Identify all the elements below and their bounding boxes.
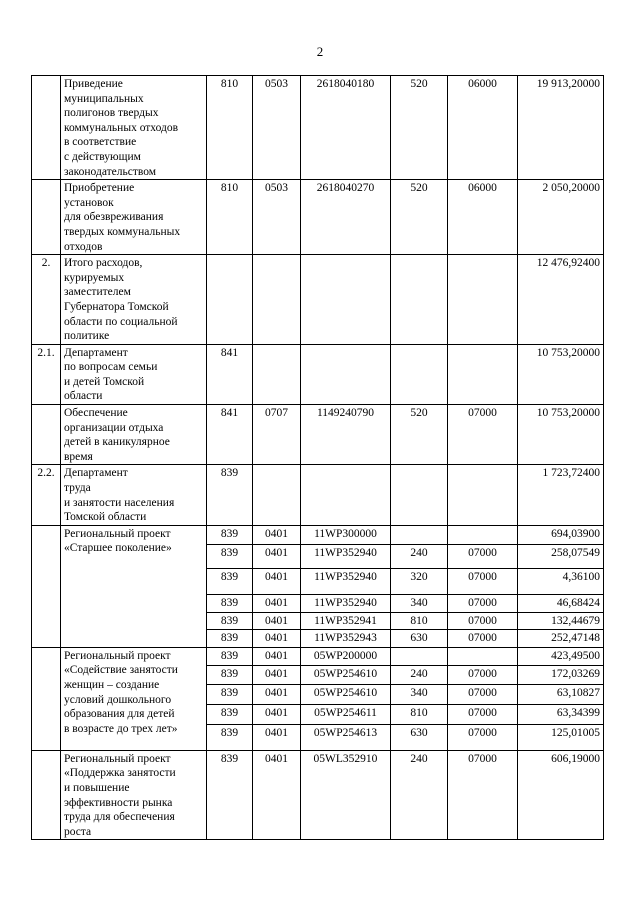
cell-sum: 2 050,20000	[518, 180, 604, 255]
name-line: законодательством	[64, 165, 157, 178]
name-line: области по социальной	[64, 315, 178, 328]
cell-rzpr: 0401	[253, 629, 301, 647]
cell-sum: 258,07549	[518, 544, 604, 568]
name-line: с действующим	[64, 150, 141, 163]
cell-grbs: 841	[207, 344, 253, 404]
cell-sum: 606,19000	[518, 750, 604, 840]
name-line: Региональный проект	[64, 527, 171, 540]
cell-grbs: 810	[207, 76, 253, 180]
cell-csr	[301, 255, 391, 345]
cell-rzpr: 0401	[253, 665, 301, 684]
cell-sum: 63,34399	[518, 704, 604, 724]
name-line: Приведение	[64, 78, 123, 90]
table-row	[32, 750, 604, 840]
name-line: коммунальных отходов	[64, 121, 179, 134]
name-line: политике	[64, 330, 110, 343]
cell-vr: 340	[391, 684, 448, 704]
cell-vr: 520	[391, 180, 448, 255]
name-line: курируемых	[64, 271, 125, 284]
cell-rzpr: 0503	[253, 76, 301, 180]
cell-kosgu: 07000	[448, 629, 518, 647]
cell-kosgu: 07000	[448, 704, 518, 724]
cell-grbs: 839	[207, 704, 253, 724]
cell-vr: 630	[391, 629, 448, 647]
cell-number	[32, 405, 61, 465]
table-row	[32, 255, 604, 345]
name-line: Региональный проект	[64, 752, 171, 765]
name-line: в соответствие	[64, 136, 137, 149]
cell-grbs: 839	[207, 544, 253, 568]
cell-grbs: 839	[207, 465, 253, 525]
name-line: «Содействие занятости	[64, 664, 178, 677]
cell-csr: 2618040270	[301, 180, 391, 255]
table-row	[32, 405, 604, 465]
cell-kosgu: 07000	[448, 405, 518, 465]
cell-rzpr: 0401	[253, 525, 301, 544]
cell-rzpr	[253, 255, 301, 345]
cell-csr: 11WP352943	[301, 629, 391, 647]
cell-kosgu: 06000	[448, 180, 518, 255]
name-line: твердых коммунальных	[64, 225, 181, 238]
cell-vr: 240	[391, 544, 448, 568]
cell-vr	[391, 344, 448, 404]
name-line: Департамент	[64, 346, 128, 359]
cell-csr: 2618040180	[301, 76, 391, 180]
name-line: женщин – создание	[64, 679, 160, 691]
name-line: полигонов твердых	[64, 107, 159, 120]
cell-grbs: 839	[207, 665, 253, 684]
name-line: заместителем	[64, 286, 131, 299]
cell-sum: 125,01005	[518, 724, 604, 750]
name-line: организации отдыха	[64, 421, 164, 434]
cell-name	[61, 180, 207, 255]
cell-kosgu: 07000	[448, 724, 518, 750]
cell-grbs: 839	[207, 647, 253, 665]
cell-rzpr: 0707	[253, 405, 301, 465]
cell-rzpr: 0401	[253, 544, 301, 568]
cell-csr: 05WL352910	[301, 750, 391, 840]
cell-sum: 1 723,72400	[518, 465, 604, 525]
cell-grbs: 810	[207, 180, 253, 255]
name-line: труда для обеспечения	[64, 811, 175, 824]
cell-sum: 12 476,92400	[518, 255, 604, 345]
cell-kosgu	[448, 525, 518, 544]
name-line: время	[64, 450, 93, 463]
table-row	[32, 76, 604, 180]
cell-csr: 11WP352940	[301, 544, 391, 568]
name-line: Обеспечение	[64, 407, 128, 420]
cell-csr: 11WP352941	[301, 612, 391, 629]
cell-grbs: 839	[207, 750, 253, 840]
name-line: и детей Томской	[64, 375, 145, 388]
cell-sum: 63,10827	[518, 684, 604, 704]
cell-vr: 630	[391, 724, 448, 750]
name-line: детей в каникулярное	[64, 436, 170, 449]
cell-csr: 05WP200000	[301, 647, 391, 665]
cell-sum: 252,47148	[518, 629, 604, 647]
name-line: в возрасте до трех лет»	[64, 722, 178, 735]
cell-vr	[391, 647, 448, 665]
cell-sum: 423,49500	[518, 647, 604, 665]
cell-number: 2.	[32, 255, 61, 345]
cell-rzpr	[253, 344, 301, 404]
cell-csr: 05WP254610	[301, 665, 391, 684]
cell-kosgu: 07000	[448, 665, 518, 684]
page-number: 2	[316, 44, 324, 59]
cell-csr: 05WP254611	[301, 704, 391, 724]
cell-kosgu: 07000	[448, 750, 518, 840]
cell-kosgu: 07000	[448, 684, 518, 704]
cell-grbs: 839	[207, 629, 253, 647]
cell-grbs: 839	[207, 568, 253, 594]
table-row	[32, 525, 604, 544]
cell-csr	[301, 344, 391, 404]
cell-number	[32, 525, 61, 647]
cell-kosgu	[448, 465, 518, 525]
cell-sum: 10 753,20000	[518, 405, 604, 465]
cell-csr: 05WP254613	[301, 724, 391, 750]
cell-csr: 1149240790	[301, 405, 391, 465]
cell-kosgu	[448, 344, 518, 404]
cell-vr	[391, 465, 448, 525]
cell-number	[32, 750, 61, 840]
name-line: и повышение	[64, 782, 130, 794]
cell-sum: 694,03900	[518, 525, 604, 544]
cell-grbs: 839	[207, 612, 253, 629]
table-row	[32, 344, 604, 404]
cell-number: 2.1.	[32, 344, 61, 404]
cell-grbs: 839	[207, 724, 253, 750]
name-line: Томской области	[64, 511, 147, 524]
cell-kosgu: 07000	[448, 544, 518, 568]
cell-sum: 46,68424	[518, 594, 604, 612]
cell-rzpr: 0401	[253, 594, 301, 612]
cell-rzpr: 0401	[253, 568, 301, 594]
cell-name	[61, 525, 207, 647]
cell-grbs: 841	[207, 405, 253, 465]
cell-vr: 520	[391, 76, 448, 180]
cell-sum: 172,03269	[518, 665, 604, 684]
name-line: Департамент	[64, 467, 128, 480]
name-line: установок	[64, 196, 114, 209]
cell-kosgu: 07000	[448, 568, 518, 594]
cell-vr: 810	[391, 704, 448, 724]
cell-number	[32, 76, 61, 180]
cell-csr: 05WP254610	[301, 684, 391, 704]
cell-rzpr: 0401	[253, 684, 301, 704]
cell-name	[61, 405, 207, 465]
cell-sum: 4,36100	[518, 568, 604, 594]
cell-vr: 810	[391, 612, 448, 629]
cell-vr: 520	[391, 405, 448, 465]
name-line: Губернатора Томской	[64, 300, 169, 313]
cell-csr	[301, 465, 391, 525]
cell-vr: 240	[391, 665, 448, 684]
cell-rzpr: 0401	[253, 647, 301, 665]
cell-vr: 320	[391, 568, 448, 594]
name-line: условий дошкольного	[64, 693, 172, 706]
name-line: Итого расходов,	[64, 257, 143, 270]
cell-number	[32, 180, 61, 255]
cell-name	[61, 344, 207, 404]
cell-kosgu: 06000	[448, 76, 518, 180]
cell-rzpr: 0401	[253, 704, 301, 724]
cell-vr	[391, 525, 448, 544]
name-line: отходов	[64, 240, 103, 253]
cell-kosgu	[448, 255, 518, 345]
cell-name	[61, 750, 207, 840]
cell-sum: 10 753,20000	[518, 344, 604, 404]
budget-table	[31, 75, 604, 840]
cell-grbs: 839	[207, 684, 253, 704]
cell-name	[61, 465, 207, 525]
cell-rzpr: 0401	[253, 750, 301, 840]
name-line: для обезвреживания	[64, 211, 164, 224]
cell-number	[32, 647, 61, 750]
name-line: «Старшее поколение»	[64, 542, 172, 555]
name-line: образования для детей	[64, 708, 175, 721]
cell-rzpr: 0503	[253, 180, 301, 255]
cell-number: 2.2.	[32, 465, 61, 525]
cell-csr: 11WP352940	[301, 594, 391, 612]
cell-name	[61, 255, 207, 345]
cell-grbs: 839	[207, 525, 253, 544]
name-line: эффективности рынка	[64, 796, 173, 809]
table-row	[32, 180, 604, 255]
cell-kosgu: 07000	[448, 594, 518, 612]
name-line: муниципальных	[64, 92, 144, 105]
cell-rzpr: 0401	[253, 612, 301, 629]
name-line: труда	[64, 482, 91, 495]
cell-name	[61, 647, 207, 750]
name-line: области	[64, 390, 103, 403]
name-line: и занятости населения	[64, 496, 175, 509]
table-row	[32, 647, 604, 665]
cell-vr	[391, 255, 448, 345]
name-line: роста	[64, 825, 92, 838]
cell-csr: 11WP352940	[301, 568, 391, 594]
cell-sum: 132,44679	[518, 612, 604, 629]
cell-kosgu: 07000	[448, 612, 518, 629]
cell-vr: 240	[391, 750, 448, 840]
cell-vr: 340	[391, 594, 448, 612]
name-line: Приобретение	[64, 182, 135, 195]
cell-grbs: 839	[207, 594, 253, 612]
cell-csr: 11WP300000	[301, 525, 391, 544]
cell-grbs	[207, 255, 253, 345]
cell-sum: 19 913,20000	[518, 76, 604, 180]
cell-rzpr	[253, 465, 301, 525]
name-line: «Поддержка занятости	[64, 767, 176, 780]
budget-table-body	[32, 76, 604, 840]
cell-rzpr: 0401	[253, 724, 301, 750]
name-line: Региональный проект	[64, 649, 171, 662]
name-line: по вопросам семьи	[64, 361, 158, 374]
table-row	[32, 465, 604, 525]
cell-kosgu	[448, 647, 518, 665]
cell-name	[61, 76, 207, 180]
